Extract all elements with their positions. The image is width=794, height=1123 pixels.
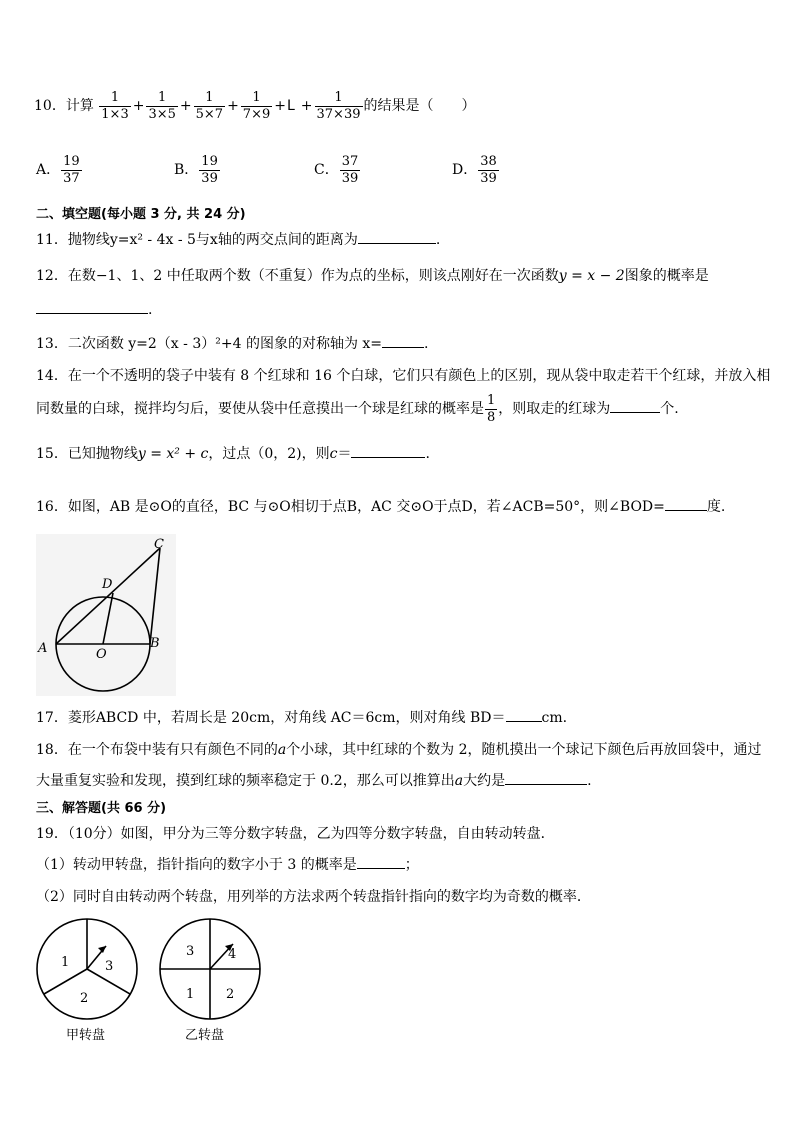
spinner-jia-caption: 甲转盘 [66,1028,106,1043]
spinner-jia-number-2: 2 [80,991,89,1006]
q10-fraction-5: $\frac{1}{37\times 39}$ [316,89,361,122]
q10-option-b: B． $\frac{19}{39}$ [174,153,218,186]
spinner-yi-number-1: 1 [186,987,195,1002]
q10-fraction-4: $\frac{1}{7\times 9}$ [242,89,271,122]
label-o: O [96,647,107,662]
q10-option-a: A． $\frac{19}{37}$ [36,153,80,186]
label-d: D [102,577,113,592]
q10-ellipsis: L [286,98,295,114]
label-c: C [154,537,164,552]
question-13: 13．二次函数 y=2（x - 3）²+4 的图象的对称轴为 x= . [36,336,429,352]
question-17: 17．菱形ABCD 中，若周长是 20cm，对角线 AC＝6cm，则对角线 BD＝ cm. [36,710,568,726]
q10-fraction-3: $\frac{1}{5\times 7}$ [195,89,224,122]
q10-fraction-2: $\frac{1}{3\times 5}$ [148,89,176,122]
question-15: 15．已知抛物线y = x² + c，过点（0，2)，则c＝ . [36,446,430,462]
question-18-line-2: 大量重复实验和发现，摸到红球的频率稳定于 0.2，那么可以推算出a大约是 . [36,773,592,789]
spinner-jia-number-1: 1 [61,955,70,970]
q10-fraction-1: $\frac{1}{1\times 3}$ [101,89,129,122]
question-11: 11．抛物线y=x² - 4x - 5与x轴的两交点间的距离为 . [36,232,441,248]
circle-tangent-figure [36,534,176,696]
q10-option-c: C． $\frac{37}{39}$ [314,153,359,186]
spinners-figure [30,914,280,1046]
question-14-line-2: 同数量的白球，搅拌均匀后，要使从袋中任意摸出一个球是红球的概率是 $\frac{1}{8}$ ，则取走的红球为 个. [36,392,679,425]
spinner-yi-number-4: 4 [228,947,237,962]
q10-tail: 的结果是（ ） [363,98,476,114]
spinner-yi [160,919,260,1019]
question-19-part-2: （2）同时自由转动两个转盘，用列举的方法求两个转盘指针指向的数字均为奇数的概率． [36,889,591,905]
spinner-yi-number-2: 2 [226,987,235,1002]
spinner-yi-caption: 乙转盘 [185,1028,225,1043]
q10-option-d: D． $\frac{38}{39}$ [452,153,497,186]
question-10: 10．计算 $\frac{1}{1\times 3}$ + $\frac{1}{3\times 5}$ + $\frac{1}{5\times 7}$ + $\frac{1}{7\times 9}$ +L + $\frac{1}{37\times 39}$ 的结果是（ ） [34,89,476,122]
question-19-part-1: （1）转动甲转盘，指针指向的数字小于 3 的概率是 ； [36,857,419,873]
question-18-line-1: 18．在一个布袋中装有只有颜色不同的a个小球，其中红球的个数为 2，随机摸出一个球记下颜色后再放回袋中，通过 [36,742,762,758]
question-12-answer-line: . [36,302,152,318]
question-12: 12．在数−1、1、2 中任取两个数（不重复）作为点的坐标，则该点刚好在一次函数y = x − 2图象的概率是 [36,268,709,284]
question-16: 16．如图，AB 是⊙O的直径，BC 与⊙O相切于点B，AC 交⊙O于点D，若∠ACB=50°，则∠BOD= 度. [36,499,726,515]
spinner-yi-number-3: 3 [186,944,195,959]
spinner-jia-number-3: 3 [105,959,114,974]
label-b: B [150,636,160,651]
label-a: A [38,641,48,656]
q10-lead: 10．计算 [34,98,94,114]
section-3-heading: 三、解答题(共 66 分) [36,801,167,816]
question-19: 19．（10分）如图，甲分为三等分数字转盘，乙为四等分数字转盘，自由转动转盘． [36,826,555,842]
section-2-heading: 二、填空题(每小题 3 分, 共 24 分) [36,207,246,222]
question-14-line-1: 14．在一个不透明的袋子中装有 8 个红球和 16 个白球，它们只有颜色上的区别，现从袋中取走若干个红球，并放入相 [36,368,771,384]
spinner-jia [37,919,137,1019]
